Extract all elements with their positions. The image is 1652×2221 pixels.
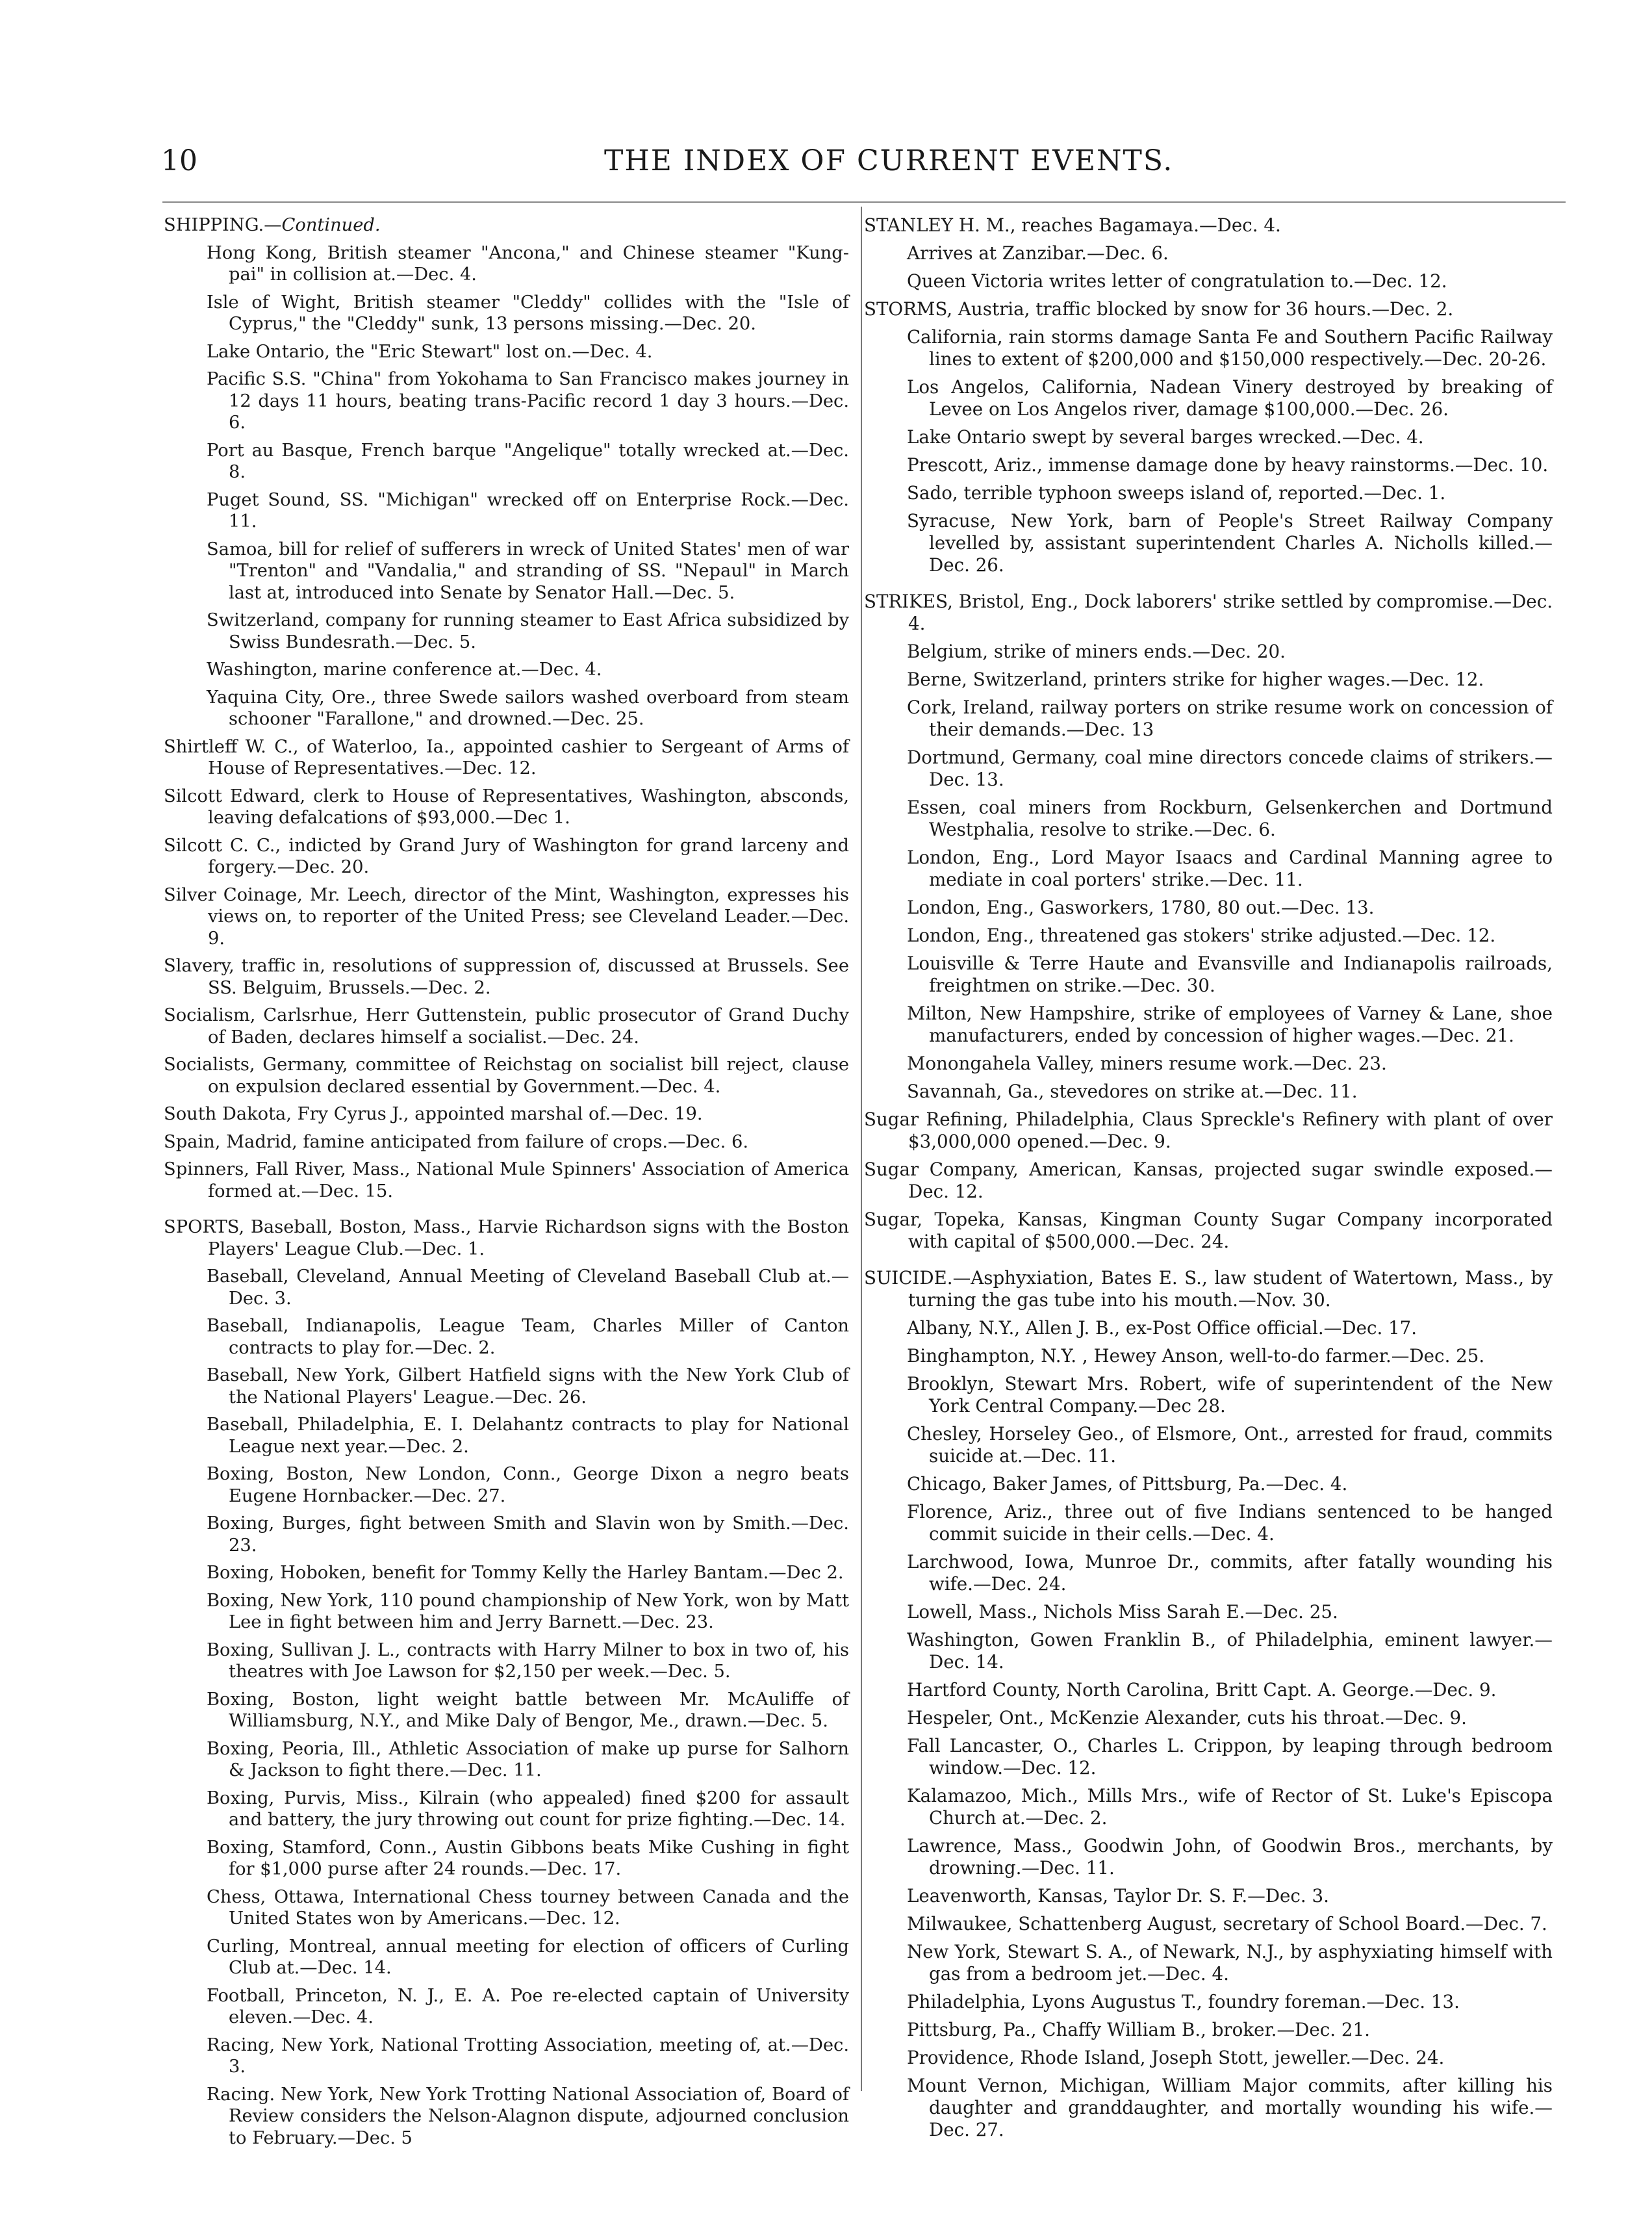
index-entry: Sugar Refining, Philadelphia, Claus Spreckle's Refinery with plant of over $3,000,000 opened.—Dec. 9. — [864, 1109, 1553, 1152]
index-subentry: Syracuse, New York, barn of People's Street Railway Company levelled by, assistant superintendent Charles A. Nicholls killed.—Dec. 26. — [907, 510, 1553, 576]
index-entry: South Dakota, Fry Cyrus J., appointed marshal of.—Dec. 19. — [164, 1104, 703, 1124]
index-subentry: Lawrence, Mass., Goodwin John, of Goodwin Bros., merchants, by drowning.—Dec. 11. — [907, 1835, 1553, 1879]
left-column — [164, 214, 849, 2155]
index-subentry: Queen Victoria writes letter of congratulation to.—Dec. 12. — [907, 270, 1447, 292]
index-subentry: Port au Basque, French barque "Angelique" totally wrecked at.—Dec. 8. — [207, 440, 849, 482]
column-divider — [861, 207, 862, 2091]
index-subentry: Football, Princeton, N. J., E. A. Poe re-elected captain of University eleven.—Dec. 4. — [207, 1985, 849, 2027]
index-subentry: Boxing, Peoria, Ill., Athletic Association of make up purse for Salhorn & Jackson to fight there.—Dec. 11. — [207, 1738, 849, 1780]
index-subentry: Hong Kong, British steamer "Ancona," and Chinese steamer "Kung-pai" in collision at.—Dec. 4. — [207, 242, 849, 285]
index-subentry: London, Eng., threatened gas stokers' strike adjusted.—Dec. 12. — [907, 925, 1496, 946]
index-subentry: Louisville & Terre Haute and Evansville and Indianapolis railroads, freightmen on strike.—Dec. 30. — [907, 953, 1553, 996]
index-subentry: Pacific S.S. "China" from Yokohama to San Francisco makes journey in 12 days 11 hours, beating trans-Pacific record 1 day 3 hours.—Dec. 6. — [207, 369, 849, 433]
index-subentry: Dortmund, Germany, coal mine directors concede claims of strikers.—Dec. 13. — [907, 747, 1553, 790]
index-subentry: Hespeler, Ont., McKenzie Alexander, cuts his throat.—Dec. 9. — [907, 1707, 1467, 1728]
index-subentry: Berne, Switzerland, printers strike for higher wages.—Dec. 12. — [907, 669, 1484, 690]
index-entry: Socialism, Carlsrhue, Herr Guttenstein, public prosecutor of Grand Duchy of Baden, declares himself a socialist.—Dec. 24. — [164, 1005, 849, 1047]
page-title: THE INDEX OF CURRENT EVENTS. — [604, 144, 1174, 177]
index-entry: Slavery, traffic in, resolutions of suppression of, discussed at Brussels. See SS. Belguim, Brussels.—Dec. 2. — [164, 956, 849, 998]
index-subentry: Kalamazoo, Mich., Mills Mrs., wife of Rector of St. Luke's Episcopa Church at.—Dec. 2. — [907, 1785, 1553, 1829]
index-subentry: Baseball, New York, Gilbert Hatfield signs with the New York Club of the National Players' League.—Dec. 26. — [207, 1365, 849, 1407]
index-entry: STANLEY H. M., reaches Bagamaya.—Dec. 4. — [864, 214, 1281, 236]
index-entry: Sugar, Topeka, Kansas, Kingman County Sugar Company incorporated with capital of $500,000.—Dec. 24. — [864, 1209, 1553, 1252]
index-subentry: Larchwood, Iowa, Munroe Dr., commits, after fatally wounding his wife.—Dec. 24. — [907, 1551, 1553, 1595]
index-subentry: Fall Lancaster, O., Charles L. Crippon, by leaping through bedroom window.—Dec. 12. — [907, 1735, 1553, 1778]
section-heading-label: SHIPPING.— — [164, 215, 282, 235]
index-subentry: Boxing, Stamford, Conn., Austin Gibbons beats Mike Cushing in fight for $1,000 purse after 24 rounds.—Dec. 17. — [207, 1837, 849, 1879]
index-subentry: London, Eng., Gasworkers, 1780, 80 out.—Dec. 13. — [907, 897, 1375, 918]
index-subentry: Chess, Ottawa, International Chess tourney between Canada and the United States won by Americans.—Dec. 12. — [207, 1886, 849, 1929]
index-subentry: Baseball, Cleveland, Annual Meeting of Cleveland Baseball Club at.—Dec. 3. — [207, 1266, 849, 1309]
index-subentry: Cork, Ireland, railway porters on strike resume work on concession of their demands.—Dec. 13 — [907, 697, 1553, 740]
index-subentry: Curling, Montreal, annual meeting for election of officers of Curling Club at.—Dec. 14. — [207, 1936, 849, 1978]
index-subentry: Leavenworth, Kansas, Taylor Dr. S. F.—Dec. 3. — [907, 1885, 1329, 1906]
index-subentry: Switzerland, company for running steamer to East Africa subsidized by Swiss Bundesrath.—Dec. 5. — [207, 610, 849, 652]
index-subentry: Boxing, Sullivan J. L., contracts with Harry Milner to box in two of, his theatres with Joe Lawson for $2,150 per week.—Dec. 5. — [207, 1639, 849, 1682]
index-subentry: Boxing, Boston, light weight battle between Mr. McAuliffe of Williamsburg, N.Y., and Mike Daly of Bengor, Me., drawn.—Dec. 5. — [207, 1689, 849, 1731]
page-number: 10 — [161, 144, 197, 177]
index-subentry: Los Angelos, California, Nadean Vinery destroyed by breaking of Levee on Los Angelos river, damage $100,000.—Dec. 26. — [907, 376, 1553, 420]
index-entry: Silcott Edward, clerk to House of Representatives, Washington, absconds, leaving defalcations of $93,000.—Dec 1. — [164, 786, 849, 828]
index-subentry: Racing. New York, New York Trotting National Association of, Board of Review considers the Nelson-Alagnon dispute, adjourned conclusion to February.—Dec. 5 — [207, 2084, 849, 2148]
index-subentry: Baseball, Indianapolis, League Team, Charles Miller of Canton contracts to play for.—Dec. 2. — [207, 1316, 849, 1358]
index-subentry: Boxing, Hoboken, benefit for Tommy Kelly the Harley Bantam.—Dec 2. — [207, 1563, 844, 1583]
index-subentry: Boxing, Burges, fight between Smith and Slavin won by Smith.—Dec. 23. — [207, 1513, 849, 1556]
index-subentry: Pittsburg, Pa., Chaffy William B., broker.—Dec. 21. — [907, 2019, 1370, 2040]
index-subentry: Providence, Rhode Island, Joseph Stott, jeweller.—Dec. 24. — [907, 2047, 1445, 2068]
index-entry: SPORTS, Baseball, Boston, Mass., Harvie Richardson signs with the Boston Players' League Club.—Dec. 1. — [164, 1217, 849, 1259]
index-subentry: Baseball, Philadelphia, E. I. Delahantz contracts to play for National League next year.—Dec. 2. — [207, 1415, 849, 1457]
index-entry: Silver Coinage, Mr. Leech, director of the Mint, Washington, expresses his views on, to reporter of the United Press; see Cleveland Leader.—Dec. 9. — [164, 884, 849, 949]
index-entry: STORMS, Austria, traffic blocked by snow for 36 hours.—Dec. 2. — [864, 298, 1454, 320]
index-entry: Sugar Company, American, Kansas, projected sugar swindle exposed.—Dec. 12. — [864, 1159, 1553, 1202]
index-subentry: Hartford County, North Carolina, Britt Capt. A. George.—Dec. 9. — [907, 1679, 1497, 1701]
index-subentry: Prescott, Ariz., immense damage done by heavy rainstorms.—Dec. 10. — [907, 454, 1549, 476]
index-subentry: Florence, Ariz., three out of five Indians sentenced to be hanged commit suicide in their cells.—Dec. 4. — [907, 1501, 1553, 1545]
index-entry: Socialists, Germany, committee of Reichstag on socialist bill reject, clause on expulsion declared essential by Government.—Dec. 4. — [164, 1055, 849, 1097]
index-subentry: Chicago, Baker James, of Pittsburg, Pa.—Dec. 4. — [907, 1473, 1348, 1495]
index-subentry: Savannah, Ga., stevedores on strike at.—Dec. 11. — [907, 1081, 1358, 1102]
index-subentry: Lowell, Mass., Nichols Miss Sarah E.—Dec. 25. — [907, 1601, 1338, 1623]
index-subentry: Washington, marine conference at.—Dec. 4. — [207, 660, 602, 680]
index-entry: Shirtleff W. C., of Waterloo, Ia., appointed cashier to Sergeant of Arms of House of Representatives.—Dec. 12. — [164, 736, 849, 778]
index-subentry: Philadelphia, Lyons Augustus T., foundry foreman.—Dec. 13. — [907, 1991, 1460, 2012]
index-entry: Silcott C. C., indicted by Grand Jury of Washington for grand larceny and forgery.—Dec. 20. — [164, 835, 849, 877]
index-subentry: Puget Sound, SS. "Michigan" wrecked off on Enterprise Rock.—Dec. 11. — [207, 489, 849, 532]
index-subentry: Milwaukee, Schattenberg August, secretary of School Board.—Dec. 7. — [907, 1913, 1547, 1934]
index-subentry: Lake Ontario, the "Eric Stewart" lost on.—Dec. 4. — [207, 341, 653, 362]
index-subentry: Mount Vernon, Michigan, William Major commits, after killing his daughter and granddaughter, and mortally wounding his wife.—Dec. 27. — [907, 2075, 1553, 2140]
index-subentry: London, Eng., Lord Mayor Isaacs and Cardinal Manning agree to mediate in coal porters' strike.—Dec. 11. — [907, 847, 1553, 890]
index-subentry: Isle of Wight, British steamer "Cleddy" collides with the "Isle of Cyprus," the "Cleddy" sunk, 13 persons missing.—Dec. 20. — [207, 292, 849, 334]
index-subentry: Monongahela Valley, miners resume work.—Dec. 23. — [907, 1053, 1387, 1074]
index-subentry: Racing, New York, National Trotting Association, meeting of, at.—Dec. 3. — [207, 2035, 849, 2077]
index-subentry: Arrives at Zanzibar.—Dec. 6. — [907, 242, 1169, 264]
index-subentry: Boxing, New York, 110 pound championship of New York, won by Matt Lee in fight between him and Jerry Barnett.—Dec. 23. — [207, 1590, 849, 1632]
header-rule — [162, 201, 1566, 203]
index-entry: SUICIDE.—Asphyxiation, Bates E. S., law student of Watertown, Mass., by turning the gas tube into his mouth.—Nov. 30. — [864, 1267, 1553, 1311]
index-entry: Spinners, Fall River, Mass., National Mule Spinners' Association of America formed at.—Dec. 15. — [164, 1159, 849, 1201]
index-subentry: Yaquina City, Ore., three Swede sailors washed overboard from steam schooner "Farallone," and drowned.—Dec. 25. — [207, 687, 849, 729]
section-heading — [164, 214, 849, 237]
index-subentry: Brooklyn, Stewart Mrs. Robert, wife of superintendent of the New York Central Company.—Dec 28. — [907, 1373, 1553, 1417]
index-entry: STRIKES, Bristol, Eng., Dock laborers' strike settled by compromise.—Dec. 4. — [864, 591, 1553, 634]
index-subentry: Milton, New Hampshire, strike of employees of Varney & Lane, shoe manufacturers, ended by concession of higher wages.—Dec. 21. — [907, 1003, 1553, 1046]
index-subentry: Sado, terrible typhoon sweeps island of, reported.—Dec. 1. — [907, 482, 1446, 504]
index-subentry: Boxing, Boston, New London, Conn., George Dixon a negro beats Eugene Hornbacker.—Dec. 27. — [207, 1464, 849, 1506]
index-subentry: Chesley, Horseley Geo., of Elsmore, Ont., arrested for fraud, commits suicide at.—Dec. 11. — [907, 1423, 1553, 1467]
index-subentry: Binghampton, N.Y. , Hewey Anson, well-to-do farmer.—Dec. 25. — [907, 1345, 1485, 1367]
index-subentry: Albany, N.Y., Allen J. B., ex-Post Office official.—Dec. 17. — [907, 1317, 1417, 1339]
index-subentry: Samoa, bill for relief of sufferers in wreck of United States' men of war "Trenton" and "Vandalia," and stranding of SS. "Nepaul" in March last at, introduced into Senate by Senator Hall.—Dec. 5. — [207, 539, 849, 603]
index-subentry: California, rain storms damage Santa Fe and Southern Pacific Railway lines to extent of $200,000 and $150,000 respectively.—Dec. 20-26. — [907, 326, 1553, 370]
index-entry: Spain, Madrid, famine anticipated from failure of crops.—Dec. 6. — [164, 1131, 749, 1152]
index-subentry: Washington, Gowen Franklin B., of Philadelphia, eminent lawyer.—Dec. 14. — [907, 1629, 1553, 1673]
index-subentry: Essen, coal miners from Rockburn, Gelsenkerchen and Dortmund Westphalia, resolve to strike.—Dec. 6. — [907, 797, 1553, 840]
index-subentry: Belgium, strike of miners ends.—Dec. 20. — [907, 641, 1286, 662]
index-subentry: New York, Stewart S. A., of Newark, N.J., by asphyxiating himself with gas from a bedroom jet.—Dec. 4. — [907, 1941, 1553, 1984]
continued-label: Continued. — [281, 215, 381, 235]
right-column — [864, 214, 1553, 2147]
index-subentry: Boxing, Purvis, Miss., Kilrain (who appealed) fined $200 for assault and battery, the jury throwing out count for prize fighting.—Dec. 14. — [207, 1788, 849, 1830]
index-subentry: Lake Ontario swept by several barges wrecked.—Dec. 4. — [907, 426, 1424, 448]
